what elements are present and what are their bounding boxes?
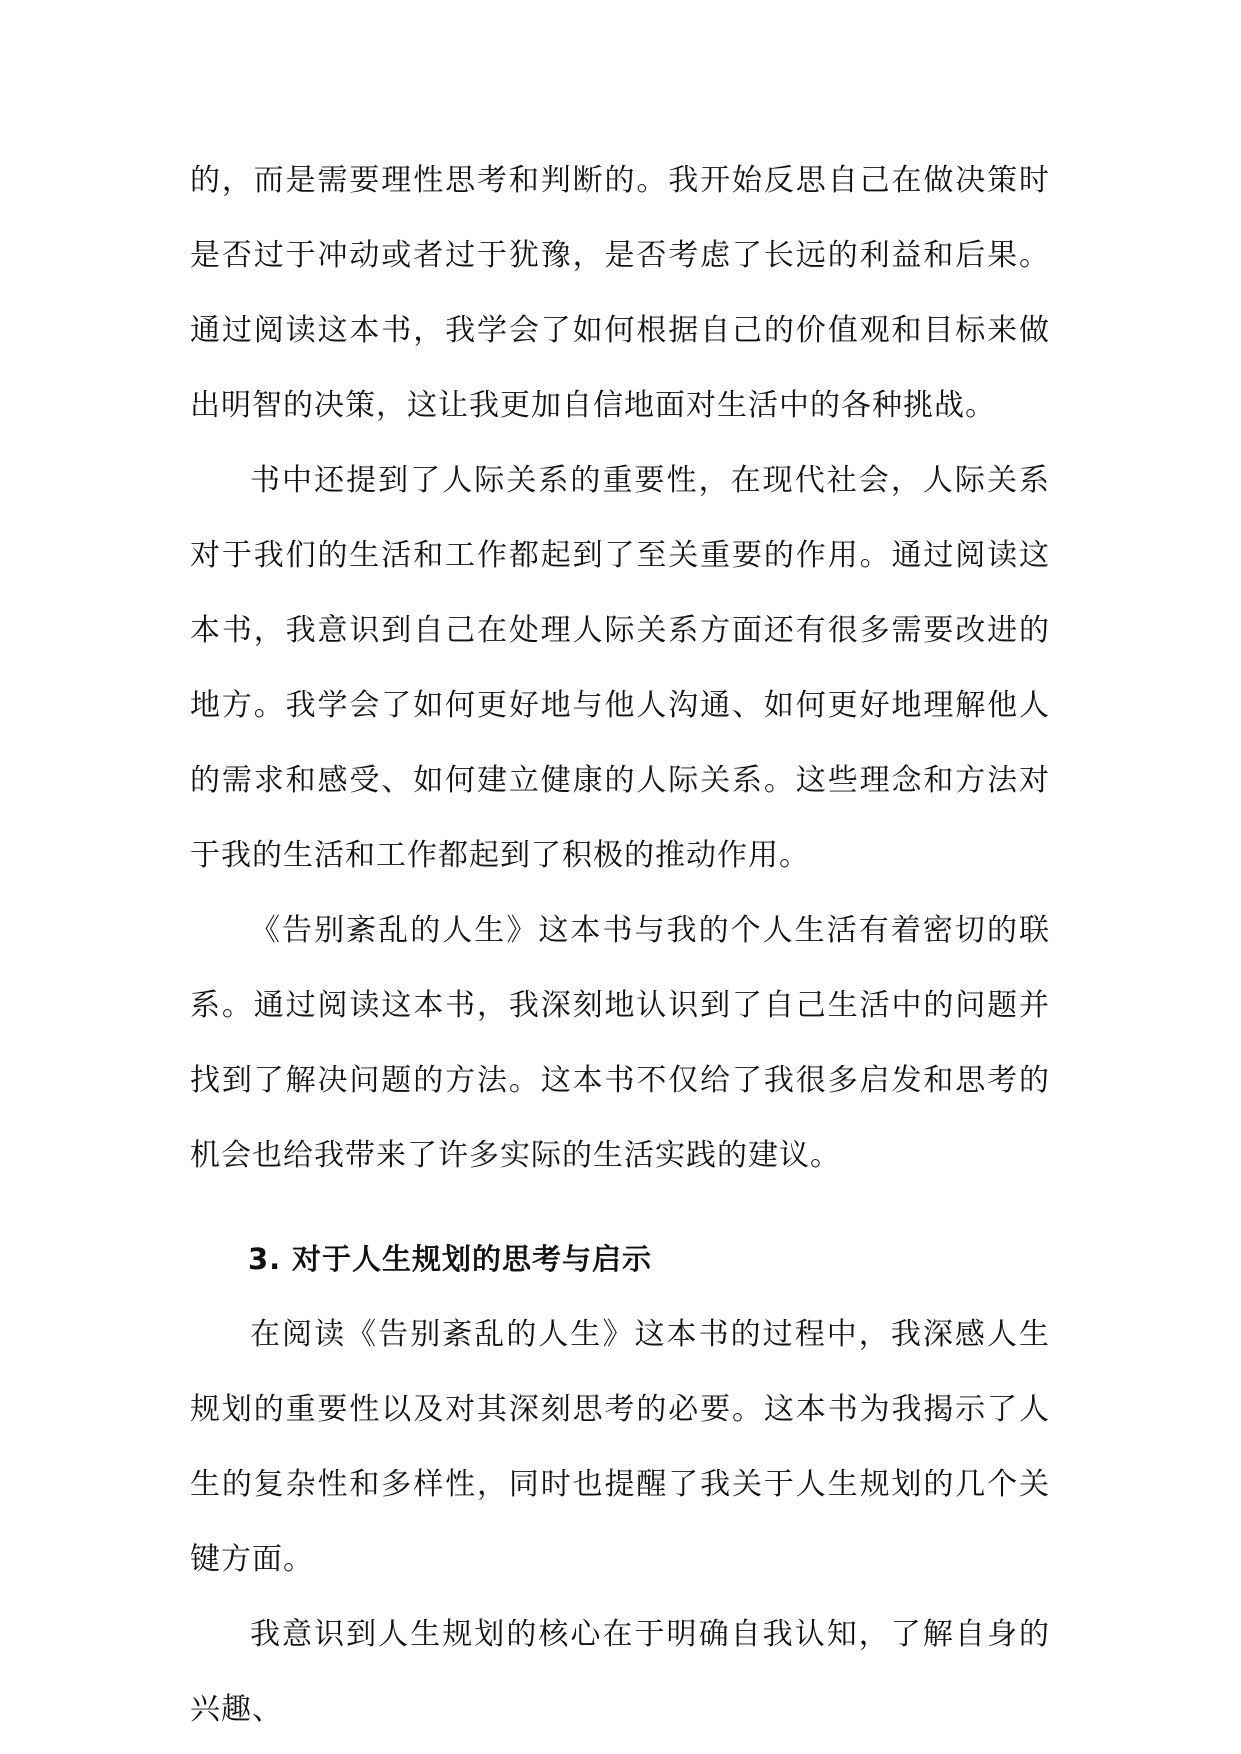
paragraph-interpersonal-relations: 书中还提到了人际关系的重要性，在现代社会，人际关系对于我们的生活和工作都起到了至关重要的作用。通过阅读这本书，我意识到自己在处理人际关系方面还有很多需要改进的地方。我学会了如何更好地与他人沟通、如何更好地理解他人的需求和感受、如何建立健康的人际关系。这些理念和方法对于我的生活和工作都起到了积极的推动作用。 xyxy=(190,463,1050,873)
paragraph-self-awareness: 我意识到人生规划的核心在于明确自我认知，了解自身的兴趣、 xyxy=(190,1617,1050,1727)
paragraph-life-planning-intro: 在阅读《告别紊乱的人生》这本书的过程中，我深感人生规划的重要性以及对其深刻思考的必要。这本书为我揭示了人生的复杂性和多样性，同时也提醒了我关于人生规划的几个关键方面。 xyxy=(190,1317,1050,1577)
section-heading xyxy=(190,1222,1050,1297)
section-number: 3. xyxy=(248,1242,282,1276)
document-body xyxy=(190,143,1050,1747)
section-title: 对于人生规划的思考与启示 xyxy=(292,1242,653,1276)
paragraph-decision-making: 的，而是需要理性思考和判断的。我开始反思自己在做决策时是否过于冲动或者过于犹豫，是否考虑了长远的利益和后果。通过阅读这本书，我学会了如何根据自己的价值观和目标来做出明智的决策，这让我更加自信地面对生活中的各种挑战。 xyxy=(190,163,1050,423)
paragraph-personal-life: 《告别紊乱的人生》这本书与我的个人生活有着密切的联系。通过阅读这本书，我深刻地认识到了自己生活中的问题并找到了解决问题的方法。这本书不仅给了我很多启发和思考的机会也给我带来了许多实际的生活实践的建议。 xyxy=(190,913,1050,1173)
